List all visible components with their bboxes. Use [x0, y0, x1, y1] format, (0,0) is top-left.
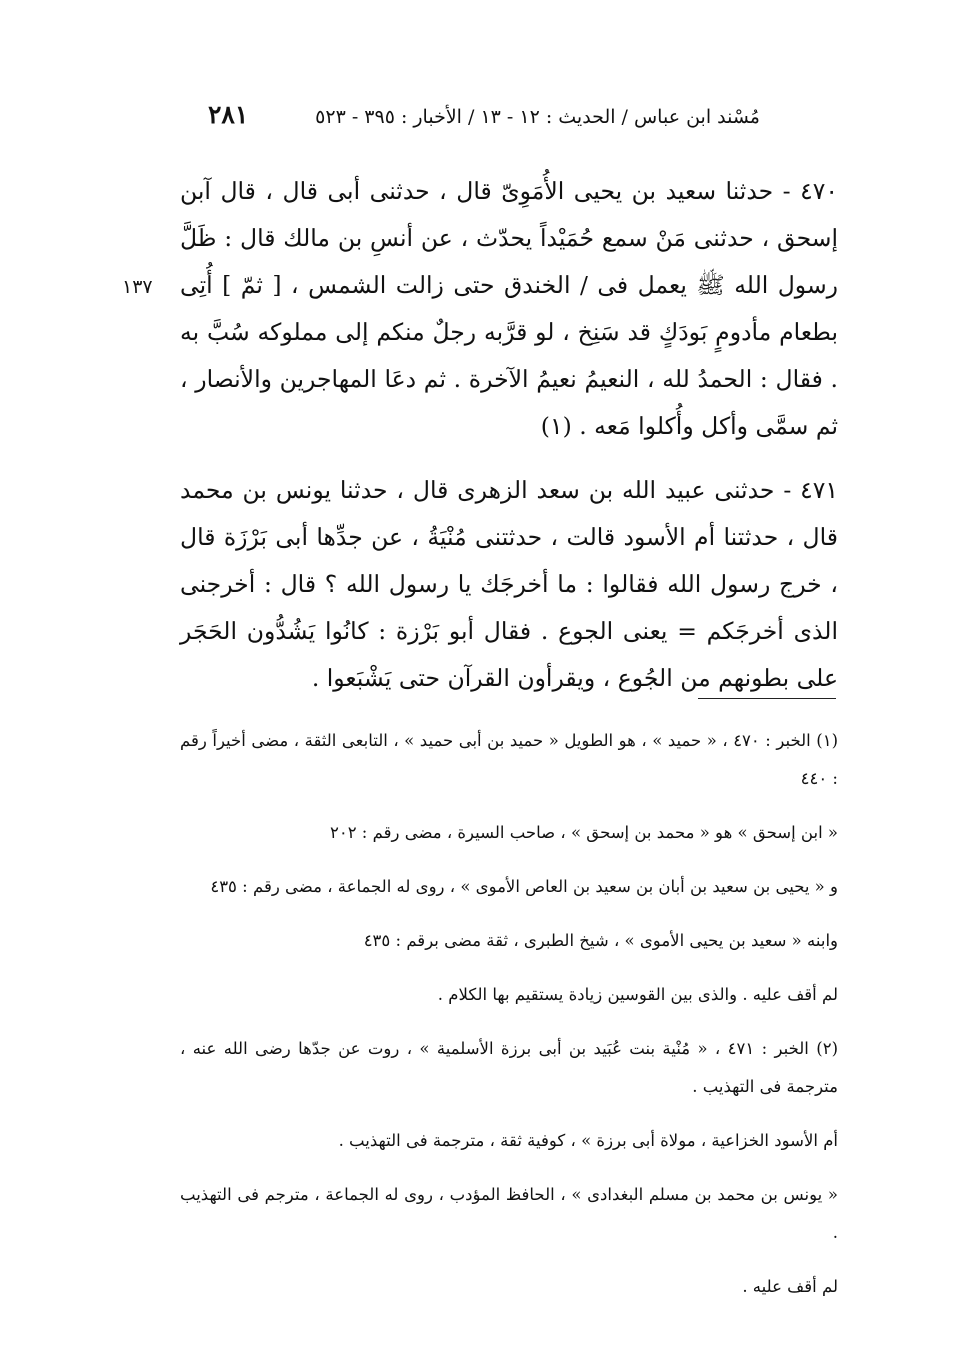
page-header	[180, 100, 760, 136]
main-text	[180, 168, 838, 702]
footnote-line: لم أقف عليه . والذى بين القوسين زيادة يستقيم بها الكلام .	[437, 985, 838, 1004]
footnote-2: (٢) الخبر : ٤٧١ ، « مُنْية بنت عُبَيد بن أبى برزة الأسلمية » ، روت عن جدّها رضى الله عنه ، مترجمة فى التهذيب .	[180, 1039, 838, 1096]
margin-page-reference: ١٣٧	[122, 276, 153, 298]
hadith-471: ٤٧١ - حدثنى عبيد الله بن سعد الزهرى قال ، حدثنا يونس بن محمد قال ، حدثتنا أم الأسود قالت ، حدثتنى مُنْيَةُ ، عن جدِّها أبى بَرْزَة قال ، خرج رسول الله فقالوا : ما أخرجَك يا رسول الله ؟ قال : أخرجنى الذى أخرجَكم = يعنى الجوع . فقال أبو بَرْزة : كانُوا يَشُدُّون الحَجَر على بطونهم من الجُوع ، ويقرأون القرآن حتى يَشْبَعوا .	[180, 476, 838, 692]
page-number: ٢٨١	[208, 100, 249, 129]
footnote-line: و « يحيى بن سعيد بن أبان بن سعيد بن العاص الأموى » ، روى له الجماعة ، مضى رقم : ٤٣٥	[210, 877, 838, 896]
hadith-470: ٤٧٠ - حدثنا سعيد بن يحيى الأُمَوِىّ قال ، حدثنى أبى قال ، قال آبن إسحق ، حدثنى مَنْ سمع حُمَيْداً يحدّث ، عن أنسِ بن مالك قال : ظَلَّ رسول الله ﷺ يعمل فى / الخندق حتى زالت الشمس ، [ ثمّ ] أُتِى بطعام مأدومٍ بَودَكٍ قد سَنِخ ، لو قرَّبه رجلٌ منكم إلى مملوكه سُبَّ به . فقال : الحمدُ لله ، النعيمُ نعيمُ الآخرة . ثم دعَا المهاجرين والأنصار ، ثم سمَّى وأكل وأُكلوا مَعه . (١)	[180, 177, 838, 440]
footnote-line: وابنه « سعيد بن يحيى الأموى » ، شيخ الطبرى ، ثقة مضى برقم : ٤٣٥	[363, 931, 838, 950]
footnote-1: (١) الخبر : ٤٧٠ ، « حميد » ، هو الطويل « حميد بن أبى حميد » ، التابعى الثقة ، مضى أخيراً رقم : ٤٤٠	[180, 731, 838, 788]
footnote-line: « يونس بن محمد بن مسلم البغدادى » ، الحافظ المؤدب ، روى له الجماعة ، مترجم فى التهذيب .	[180, 1185, 838, 1242]
footnote-line: « ابن إسحق » هو « محمد بن إسحق » ، صاحب السيرة ، مضى رقم : ٢٠٢	[329, 823, 838, 842]
running-title: مُسْند ابن عباس / الحديث : ١٢ - ١٣ / الأخبار : ٣٩٥ - ٥٢٣	[315, 106, 760, 128]
footnote-line: لم أقف عليه .	[742, 1277, 838, 1296]
footnotes	[180, 722, 838, 1306]
footnote-line: أم الأسود الخزاعية ، مولاة أبى برزة » ، كوفية ثقة ، مترجمة فى التهذيب .	[338, 1131, 838, 1150]
footnote-separator	[698, 698, 836, 699]
